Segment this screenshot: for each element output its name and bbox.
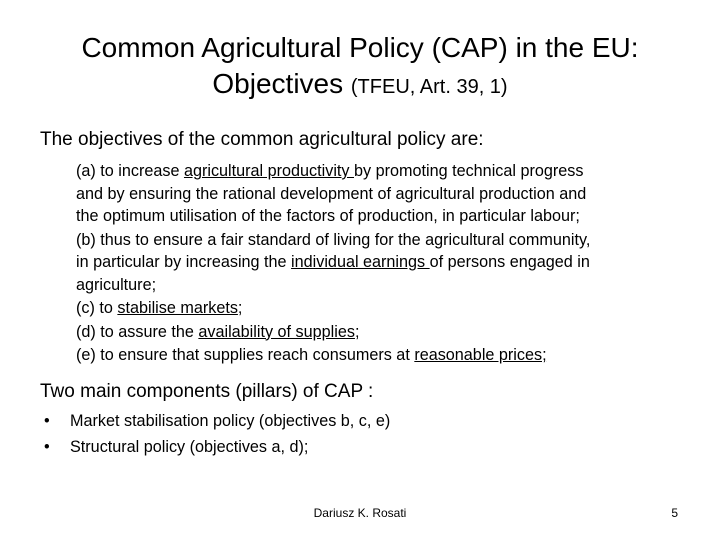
- objective-b: [76, 229, 696, 297]
- objective-d-punct: ;: [354, 322, 360, 341]
- objective-c-text: (c) to: [76, 299, 118, 317]
- pillars-heading: Two main components (pillars) of CAP :: [40, 381, 374, 402]
- objective-a-text: (a) to increase: [76, 162, 184, 180]
- objective-e-line: [76, 344, 696, 367]
- objective-d-line: [76, 321, 696, 344]
- bullet-icon: •: [44, 438, 50, 456]
- objective-b-underlined: individual earnings: [291, 253, 430, 271]
- objective-b-text-cont: of persons engaged in: [429, 253, 590, 271]
- intro-text: The objectives of the common agricultural policy are:: [40, 129, 484, 150]
- pillar-item: [40, 434, 390, 460]
- footer-author: Dariusz K. Rosati: [313, 506, 407, 520]
- objective-a-text-cont: by promoting technical progress: [354, 162, 584, 180]
- objective-b-text: in particular by increasing the: [76, 253, 292, 271]
- objective-d: [76, 321, 696, 344]
- objective-e: [76, 344, 696, 367]
- objective-a-line-1: [76, 160, 696, 183]
- objective-a-line-2: and by ensuring the rational development of agricultural production and: [76, 184, 587, 203]
- title-main: Objectives: [212, 68, 344, 99]
- objective-c: [76, 297, 696, 320]
- objective-c-line: [76, 297, 696, 320]
- objective-a: [76, 160, 696, 228]
- objective-c-underlined: stabilise markets: [117, 299, 238, 317]
- page-number: 5: [671, 506, 678, 520]
- objective-e-text: (e) to ensure that supplies reach consumers at: [76, 346, 415, 364]
- pillars-list: [40, 408, 390, 460]
- objective-c-punct: ;: [237, 299, 243, 317]
- objective-b-line-1: (b) thus to ensure a fair standard of living for the agricultural community,: [76, 230, 591, 249]
- objective-e-underlined: reasonable prices;: [414, 346, 547, 364]
- objective-a-underlined: agricultural productivity: [183, 162, 355, 180]
- objectives-list: [76, 160, 696, 368]
- title-line-2: [0, 66, 720, 105]
- slide-title: [0, 30, 720, 105]
- objective-d-text: (d) to assure the: [76, 322, 199, 341]
- pillar-text: Structural policy (objectives a, d);: [70, 438, 309, 456]
- objective-a-line-3: the optimum utilisation of the factors of production, in particular labour;: [76, 207, 580, 225]
- objective-b-line-3: agriculture;: [76, 275, 157, 294]
- objective-d-underlined: availability of supplies: [198, 322, 355, 341]
- title-line-1: Common Agricultural Policy (CAP) in the EU:: [81, 32, 639, 63]
- bullet-icon: •: [44, 412, 50, 430]
- pillar-item: [40, 408, 390, 434]
- pillar-text: Market stabilisation policy (objectives b, c, e): [70, 412, 391, 430]
- title-reference: (TFEU, Art. 39, 1): [350, 76, 508, 98]
- objective-b-line-2: [76, 251, 696, 274]
